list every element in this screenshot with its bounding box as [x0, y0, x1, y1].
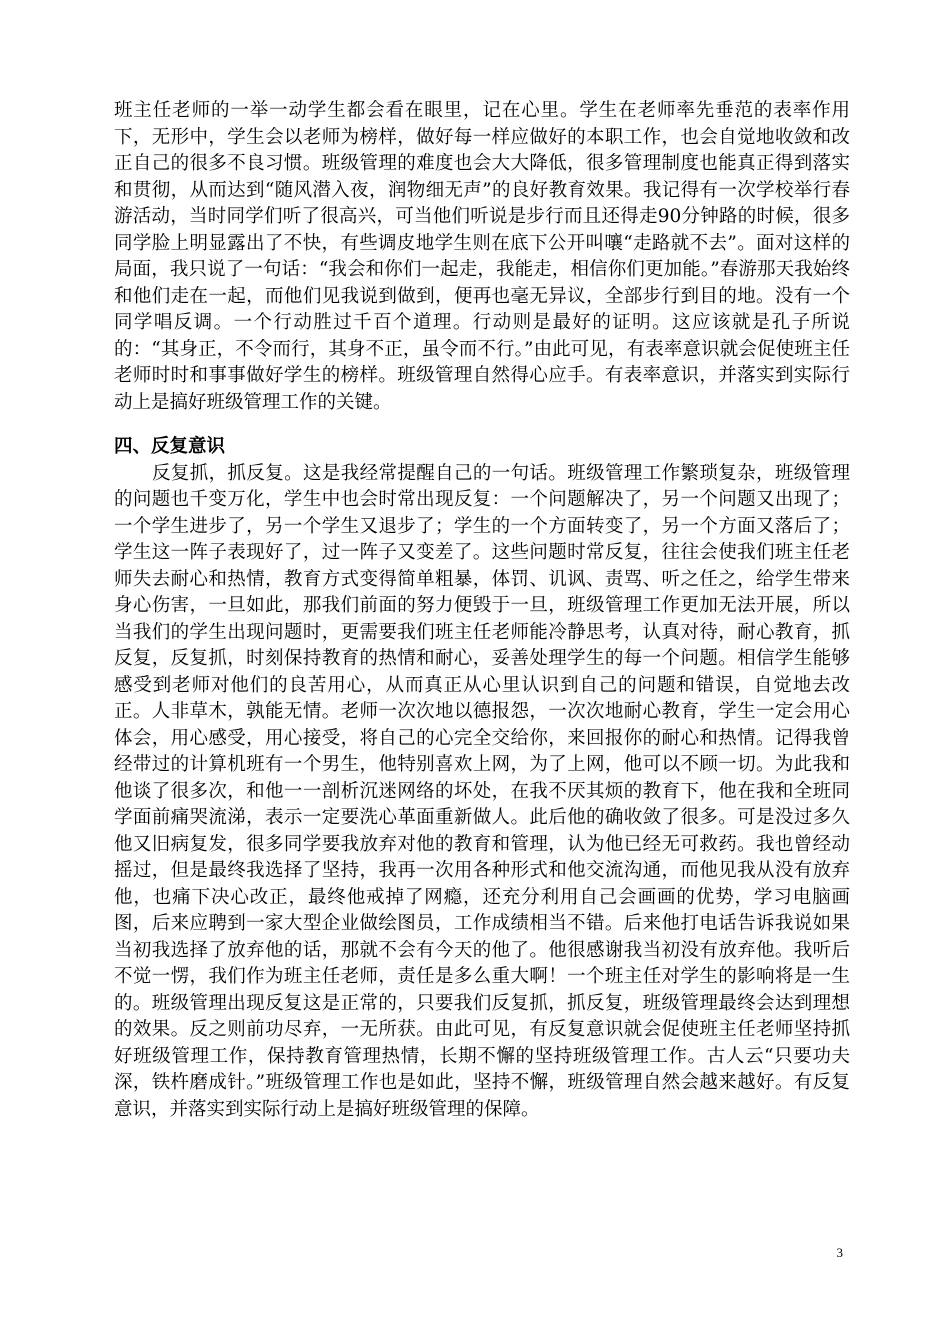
body-paragraph-repetition-awareness: 反复抓，抓反复。这是我经常提醒自己的一句话。班级管理工作繁琐复杂，班级管理的问题也千变万化，学生中也会时常出现反复：一个问题解决了，另一个问题又出现了；一个学生进步了，另一个学生又退步了；学生的一个方面转变了，另一个方面又落后了；学生这一阵子表现好了，过一阵子又变差了。这些问题时常反复，往往会使我们班主任老师失去耐心和热情，教育方式变得简单粗暴，体罚、讥讽、责骂、听之任之，给学生带来身心伤害，一旦如此，那我们前面的努力便毁于一旦，班级管理工作更加无法开展，所以当我们的学生出现问题时，更需要我们班主任老师能冷静思考，认真对待，耐心教育，抓反复，反复抓，时刻保持教育的热情和耐心，妥善处理学生的每一个问题。相信学生能够感受到老师对他们的良苦用心，从而真正从心里认识到自己的问题和错误，自觉地去改正。人非草木，孰能无情。老师一次次地以德报怨，一次次地耐心教育，学生一定会用心体会，用心感受，用心接受，将自己的心完全交给你，来回报你的耐心和热情。记得我曾经带过的计算机班有一个男生，他特别喜欢上网，为了上网，他可以不顾一切。为此我和他谈了很多次，和他一一剖析沉迷网络的坏处，在我不厌其烦的教育下，他在我和全班同学面前痛哭流涕，表示一定要洗心革面重新做人。此后他的确收敛了很多。可是没过多久他又旧病复发，很多同学要我放弃对他的教育和管理，认为他已经无可救药。我也曾经动摇过，但是最终我选择了坚持，我再一次用各种形式和他交流沟通，而他见我从没有放弃他，也痛下决心改正，最终他戒掉了网瘾，还充分利用自己会画画的优势，学习电脑画图，后来应聘到一家大型企业做绘图员，工作成绩相当不错。后来他打电话告诉我说如果当初我选择了放弃他的话，那就不会有今天的他了。他很感谢我当初没有放弃他。我听后不觉一愣，我们作为班主任老师，责任是多么重大啊！一个班主任对学生的影响将是一生的。班级管理出现反复这是正常的，只要我们反复抓，抓反复，班级管理最终会达到理想的效果。反之则前功尽弃，一无所获。由此可见，有反复意识就会促使班主任老师坚持抓好班级管理工作，保持教育管理热情，长期不懈的坚持班级管理工作。古人云“只要功夫深，铁杵磨成针。”班级管理工作也是如此，坚持不懈，班级管理自然会越来越好。有反复意识，并落实到实际行动上是搞好班级管理的保障。 — [114, 462, 850, 1120]
page-body — [114, 98, 850, 1123]
body-paragraph-leadership-example: 班主任老师的一举一动学生都会看在眼里，记在心里。学生在老师率先垂范的表率作用下，无形中，学生会以老师为榜样，做好每一样应做好的本职工作，也会自觉地收敛和改正自己的很多不良习惯。班级管理的难度也会大大降低，很多管理制度也能真正得到落实和贯彻，从而达到“随风潜入夜，润物细无声”的良好教育效果。我记得有一次学校举行春游活动，当时同学们听了很高兴，可当他们听说是步行而且还得走90分钟路的时候，很多同学脸上明显露出了不快，有些调皮地学生则在底下公开叫嚷“走路就不去”。面对这样的局面，我只说了一句话：“我会和你们一起走，我能走，相信你们更加能。”春游那天我始终和他们走在一起，而他们见我说到做到，便再也毫无异议，全部步行到目的地。没有一个同学唱反调。一个行动胜过千百个道理。行动则是最好的证明。这应该就是孔子所说的：“其身正，不令而行，其身不正，虽令而不行。”由此可见，有表率意识就会促使班主任老师时时和事事做好学生的榜样。班级管理自然得心应手。有表率意识，并落实到实际行动上是搞好班级管理工作的关键。 — [114, 100, 850, 413]
page-number: 3 — [836, 1245, 843, 1260]
section-heading-repetition-awareness: 四、反复意识 — [114, 436, 226, 457]
